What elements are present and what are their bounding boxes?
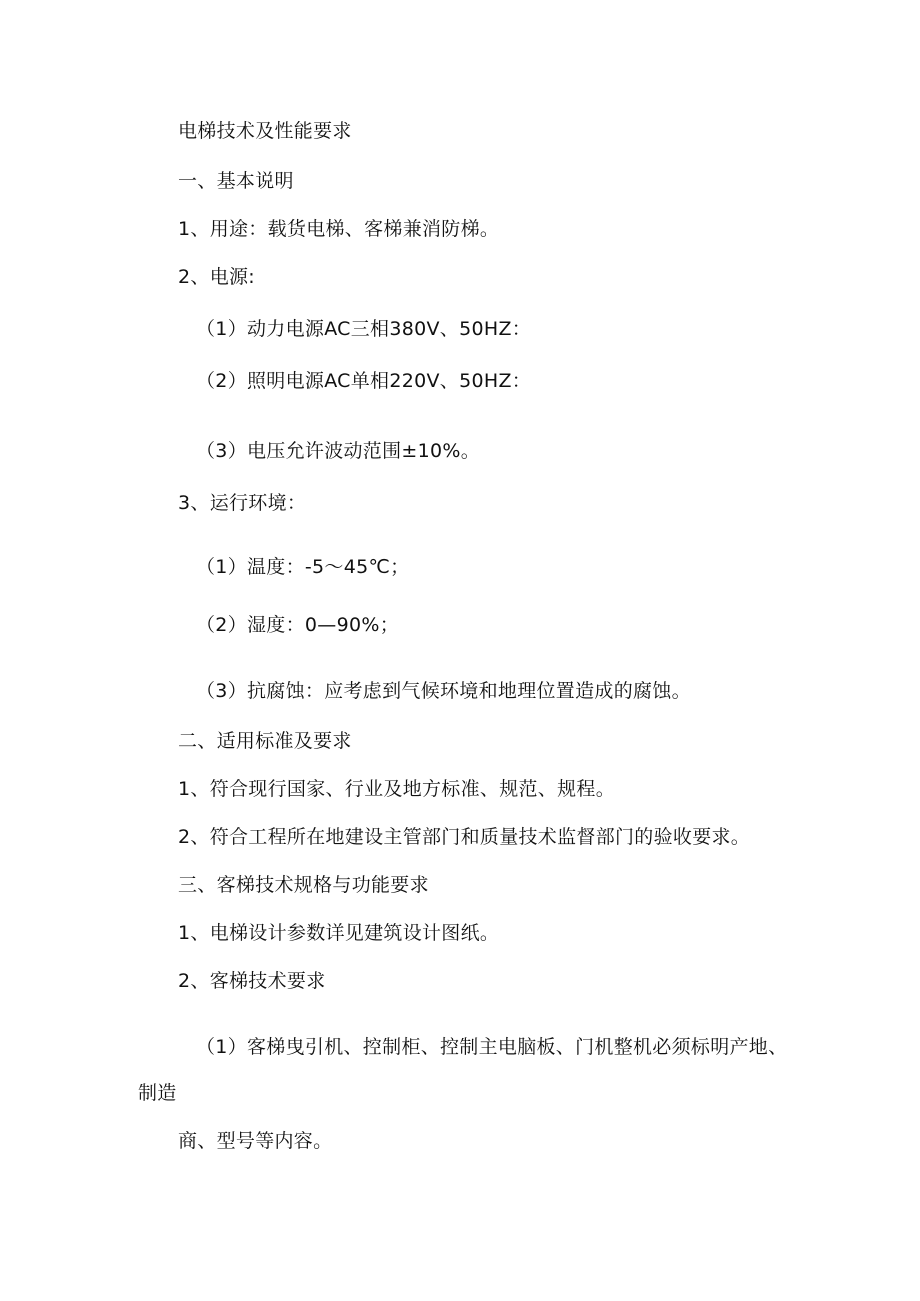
subitem-env-3: （3）抗腐蚀：应考虑到气候环境和地理位置造成的腐蚀。: [196, 680, 691, 702]
section-heading-basic: 一、基本说明: [178, 170, 294, 192]
subitem-power-2: （2）照明电源AC单相220V、50HZ：: [196, 370, 532, 392]
item-standards-2: 2、符合工程所在地建设主管部门和质量技术监督部门的验收要求。: [178, 826, 751, 848]
subitem-specs-1: （1）客梯曳引机、控制柜、控制主电脑板、门机整机必须标明产地、: [196, 1036, 788, 1058]
subitem-power-1: （1）动力电源AC三相380V、50HZ：: [196, 318, 532, 340]
item-specs-2: 2、客梯技术要求: [178, 970, 326, 992]
document-title: 电梯技术及性能要求: [178, 120, 352, 142]
subitem-env-2: （2）湿度：0—90%；: [196, 614, 400, 636]
subitem-env-1: （1）温度：-5～45℃；: [196, 556, 410, 578]
subitem-specs-1-wrap: 制造: [138, 1082, 177, 1104]
section-heading-specs: 三、客梯技术规格与功能要求: [178, 874, 429, 896]
item-power: 2、电源:: [178, 266, 255, 288]
item-specs-1: 1、电梯设计参数详见建筑设计图纸。: [178, 922, 500, 944]
section-heading-standards: 二、适用标准及要求: [178, 730, 352, 752]
item-environment: 3、运行环境：: [178, 492, 307, 514]
subitem-power-3: （3）电压允许波动范围±10%。: [196, 440, 481, 462]
subitem-specs-1-cont: 商、型号等内容。: [178, 1130, 333, 1152]
item-usage: 1、用途：载货电梯、客梯兼消防梯。: [178, 218, 500, 240]
item-standards-1: 1、符合现行国家、行业及地方标准、规范、规程。: [178, 778, 615, 800]
